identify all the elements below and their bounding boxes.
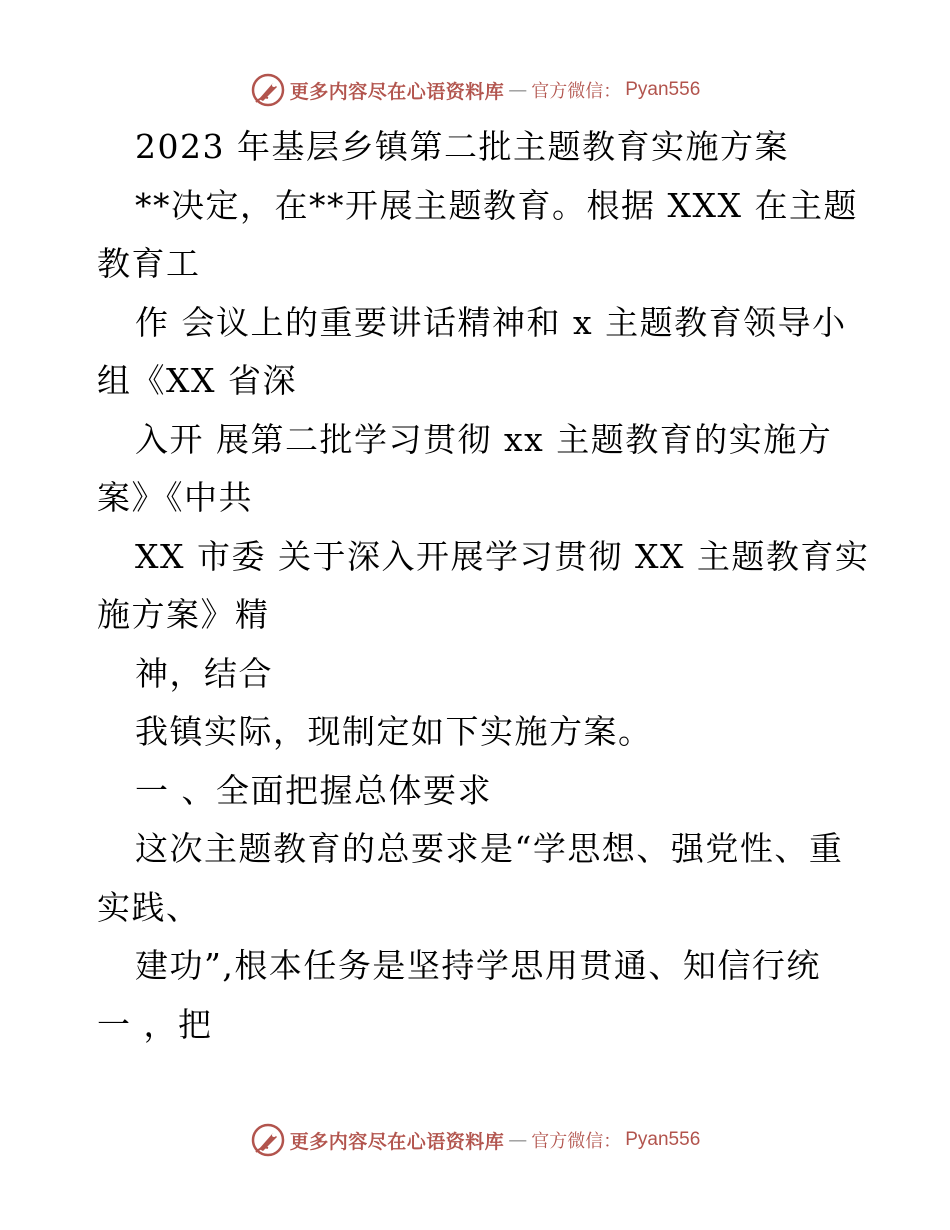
paragraph-line: **决定，在**开展主题教育。根据 XXX 在主题 bbox=[135, 185, 858, 225]
paragraph-line: 组《XX 省深 bbox=[97, 361, 297, 400]
paragraph-line: 施方案》精 bbox=[97, 595, 270, 634]
paragraph-line: 神，结合 bbox=[135, 653, 273, 693]
watermark-separator: — bbox=[508, 79, 528, 101]
paragraph-line: 我镇实际，现制定如下实施方案。 bbox=[135, 712, 653, 751]
section-heading: 一 、全面把握总体要求 bbox=[135, 770, 492, 810]
document-body bbox=[97, 118, 870, 1054]
watermark-wechat-label: 官方微信： bbox=[531, 1131, 622, 1152]
watermark-wechat-label: 官方微信： bbox=[531, 81, 622, 102]
paragraph-line: 入开 展第二批学习贯彻 xx 主题教育的实施方 bbox=[135, 419, 833, 459]
paragraph-line: 建功”,根本任务是坚持学思用贯通、知信行统 bbox=[135, 946, 821, 985]
paragraph-line: 教育工 bbox=[97, 244, 201, 283]
paragraph-line: 实践、 bbox=[97, 887, 201, 927]
paragraph-line: 这次主题教育的总要求是“学思想、强党性、重 bbox=[135, 829, 844, 868]
footer-watermark bbox=[0, 1118, 950, 1162]
pen-nib-logo-icon bbox=[250, 72, 286, 108]
pen-nib-logo-icon bbox=[250, 1122, 286, 1158]
header-watermark bbox=[0, 68, 950, 112]
watermark-text: 更多内容尽在心语资料库 bbox=[289, 1130, 505, 1153]
watermark-wechat-id: Pyan556 bbox=[625, 1129, 701, 1150]
watermark-separator: — bbox=[508, 1129, 528, 1151]
paragraph-line: XX 市委 关于深入开展学习贯彻 XX 主题教育实 bbox=[135, 536, 870, 576]
watermark-wechat-id: Pyan556 bbox=[625, 79, 701, 100]
document-title: 2023 年基层乡镇第二批主题教育实施方案 bbox=[135, 127, 789, 166]
paragraph-line: 案》《中共 bbox=[97, 478, 253, 517]
paragraph-line: 一 ，把 bbox=[97, 1004, 213, 1044]
paragraph-line: 作 会议上的重要讲话精神和 x 主题教育领导小 bbox=[135, 302, 847, 342]
watermark-text: 更多内容尽在心语资料库 bbox=[289, 80, 505, 103]
